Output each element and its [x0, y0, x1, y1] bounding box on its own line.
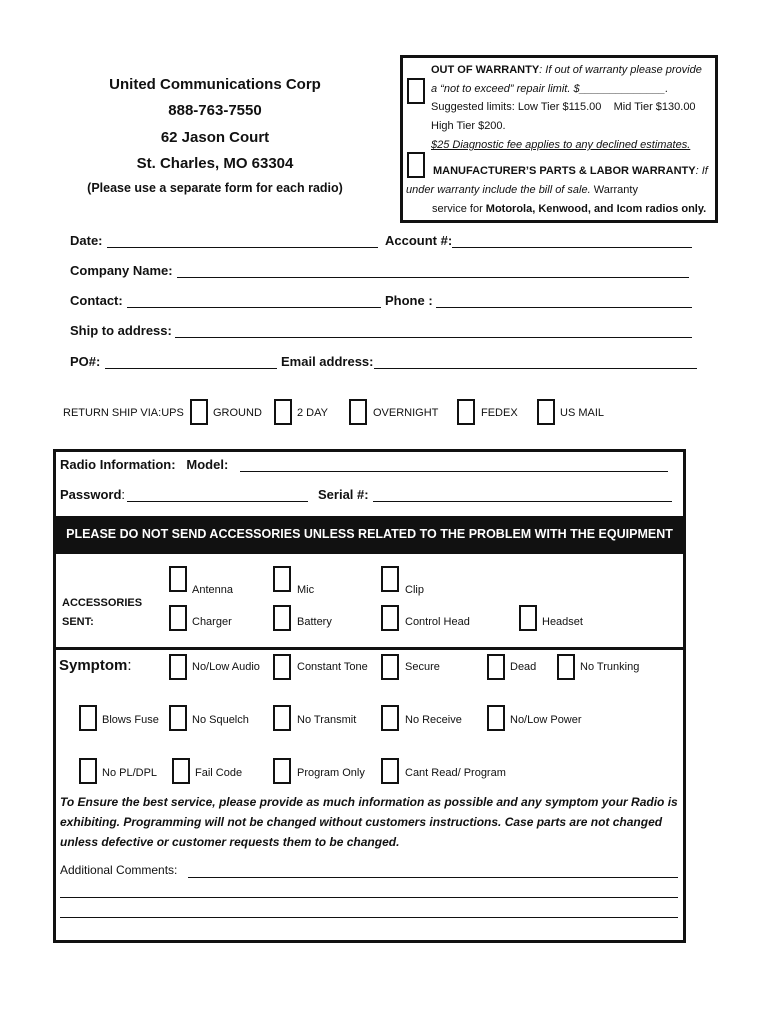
no-low-power-checkbox[interactable] — [487, 705, 505, 731]
additional-comments-label: Additional Comments: — [60, 863, 178, 877]
battery-label: Battery — [297, 616, 332, 628]
diagnostic-fee: $25 Diagnostic fee applies to any declined estimates. — [431, 139, 691, 151]
suggested-limits: Suggested limits: Low Tier $115.00 Mid Tier $130.00 — [431, 101, 696, 113]
no-squelch-checkbox[interactable] — [169, 705, 187, 731]
radio-info-line: Radio Information: Model: — [60, 457, 229, 472]
blows-fuse-label: Blows Fuse — [102, 714, 159, 726]
po-field[interactable] — [105, 368, 277, 369]
company-phone: 888-763-7550 — [168, 102, 262, 119]
no-low-audio-label: No/Low Audio — [192, 661, 260, 673]
secure-checkbox[interactable] — [381, 654, 399, 680]
account-label: Account #: — [385, 233, 453, 248]
comments-line-3[interactable] — [60, 917, 678, 918]
blows-fuse-checkbox[interactable] — [79, 705, 97, 731]
headset-label: Headset — [542, 616, 583, 628]
serial-field[interactable] — [373, 501, 672, 502]
contact-label: Contact: — [70, 293, 123, 308]
cant-read-program-label: Cant Read/ Program — [405, 767, 506, 779]
ship-via-label: RETURN SHIP VIA:UPS — [63, 407, 184, 419]
no-low-power-label: No/Low Power — [510, 714, 582, 726]
accessories-label: ACCESSORIES — [62, 597, 143, 609]
symptom-label: Symptom: — [59, 657, 132, 674]
headset-checkbox[interactable] — [519, 605, 537, 631]
ship-to-label: Ship to address: — [70, 323, 172, 338]
no-trunking-label: No Trunking — [580, 661, 640, 673]
constant-tone-checkbox[interactable] — [273, 654, 291, 680]
company-street: 62 Jason Court — [160, 129, 270, 146]
phone-field[interactable] — [436, 307, 692, 308]
overnight-label: OVERNIGHT — [373, 407, 439, 419]
company-name: United Communications Corp — [109, 76, 321, 93]
ship-to-field[interactable] — [175, 337, 692, 338]
clip-checkbox[interactable] — [381, 566, 399, 592]
no-low-audio-checkbox[interactable] — [169, 654, 187, 680]
no-receive-label: No Receive — [405, 714, 462, 726]
date-field[interactable] — [107, 247, 378, 248]
instructions-line3: unless defective or customer requests them to be changed. — [60, 835, 400, 849]
two-day-checkbox[interactable] — [274, 399, 292, 425]
manufacturer-warranty-line1: MANUFACTURER’S PARTS & LABOR WARRANTY: If — [433, 165, 708, 177]
clip-label: Clip — [405, 584, 424, 596]
no-receive-checkbox[interactable] — [381, 705, 399, 731]
no-transmit-label: No Transmit — [297, 714, 357, 726]
no-pl-dpl-label: No PL/DPL — [102, 767, 158, 779]
cant-read-program-checkbox[interactable] — [381, 758, 399, 784]
password-label: Password: — [60, 487, 126, 502]
contact-field[interactable] — [127, 307, 381, 308]
comments-line-1[interactable] — [188, 877, 678, 878]
charger-label: Charger — [192, 616, 232, 628]
instructions-line1: To Ensure the best service, please provide as much information as possible and any symptom your Radio is — [60, 795, 678, 809]
phone-label: Phone : — [385, 293, 433, 308]
control-head-checkbox[interactable] — [381, 605, 399, 631]
mic-label: Mic — [297, 584, 315, 596]
two-day-label: 2 DAY — [297, 407, 328, 419]
control-head-label: Control Head — [405, 616, 470, 628]
charger-checkbox[interactable] — [169, 605, 187, 631]
us-mail-checkbox[interactable] — [537, 399, 555, 425]
ground-checkbox[interactable] — [190, 399, 208, 425]
mic-checkbox[interactable] — [273, 566, 291, 592]
fail-code-label: Fail Code — [195, 767, 243, 779]
manufacturer-warranty-checkbox[interactable] — [407, 152, 425, 178]
date-label: Date: — [70, 233, 103, 248]
program-only-checkbox[interactable] — [273, 758, 291, 784]
program-only-label: Program Only — [297, 767, 365, 779]
accessories-warning-banner — [53, 516, 686, 554]
po-label: PO#: — [70, 354, 101, 369]
secure-label: Secure — [405, 661, 440, 673]
email-field[interactable] — [374, 368, 697, 369]
dead-label: Dead — [510, 661, 537, 673]
model-field[interactable] — [240, 471, 668, 472]
no-squelch-label: No Squelch — [192, 714, 249, 726]
manufacturer-warranty-line3: service for Motorola, Kenwood, and Icom radios only. — [432, 203, 707, 215]
constant-tone-label: Constant Tone — [297, 661, 368, 673]
comments-line-2[interactable] — [60, 897, 678, 898]
banner-text: PLEASE DO NOT SEND ACCESSORIES UNLESS RELATED TO THE PROBLEM WITH THE EQUIPMENT — [66, 527, 673, 541]
section-divider — [53, 647, 686, 650]
accessories-sent-label: SENT: — [62, 616, 94, 628]
fedex-label: FEDEX — [481, 407, 518, 419]
ground-label: GROUND — [213, 407, 262, 419]
instructions-line2: exhibiting. Programming will not be changed without customers instructions. Case parts are not changed — [60, 815, 663, 829]
fedex-checkbox[interactable] — [457, 399, 475, 425]
no-pl-dpl-checkbox[interactable] — [79, 758, 97, 784]
company-city: St. Charles, MO 63304 — [136, 155, 294, 172]
no-trunking-checkbox[interactable] — [557, 654, 575, 680]
antenna-label: Antenna — [192, 584, 233, 596]
account-field[interactable] — [452, 247, 692, 248]
dead-checkbox[interactable] — [487, 654, 505, 680]
form-note: (Please use a separate form for each radio) — [87, 181, 343, 195]
company-name-field[interactable] — [177, 277, 689, 278]
antenna-checkbox[interactable] — [169, 566, 187, 592]
no-transmit-checkbox[interactable] — [273, 705, 291, 731]
manufacturer-warranty-line2: under warranty include the bill of sale. Warranty — [406, 184, 638, 196]
out-of-warranty-checkbox[interactable] — [407, 78, 425, 104]
serial-label: Serial #: — [318, 487, 369, 502]
overnight-checkbox[interactable] — [349, 399, 367, 425]
password-field[interactable] — [127, 501, 308, 502]
us-mail-label: US MAIL — [560, 407, 605, 419]
out-of-warranty-line1: OUT OF WARRANTY: If out of warranty please provide — [431, 64, 702, 76]
company-name-label: Company Name: — [70, 263, 173, 278]
email-label: Email address: — [281, 354, 374, 369]
battery-checkbox[interactable] — [273, 605, 291, 631]
high-tier: High Tier $200. — [431, 120, 506, 132]
fail-code-checkbox[interactable] — [172, 758, 190, 784]
repair-limit-line: a “not to exceed” repair limit. $______________. — [431, 83, 669, 95]
